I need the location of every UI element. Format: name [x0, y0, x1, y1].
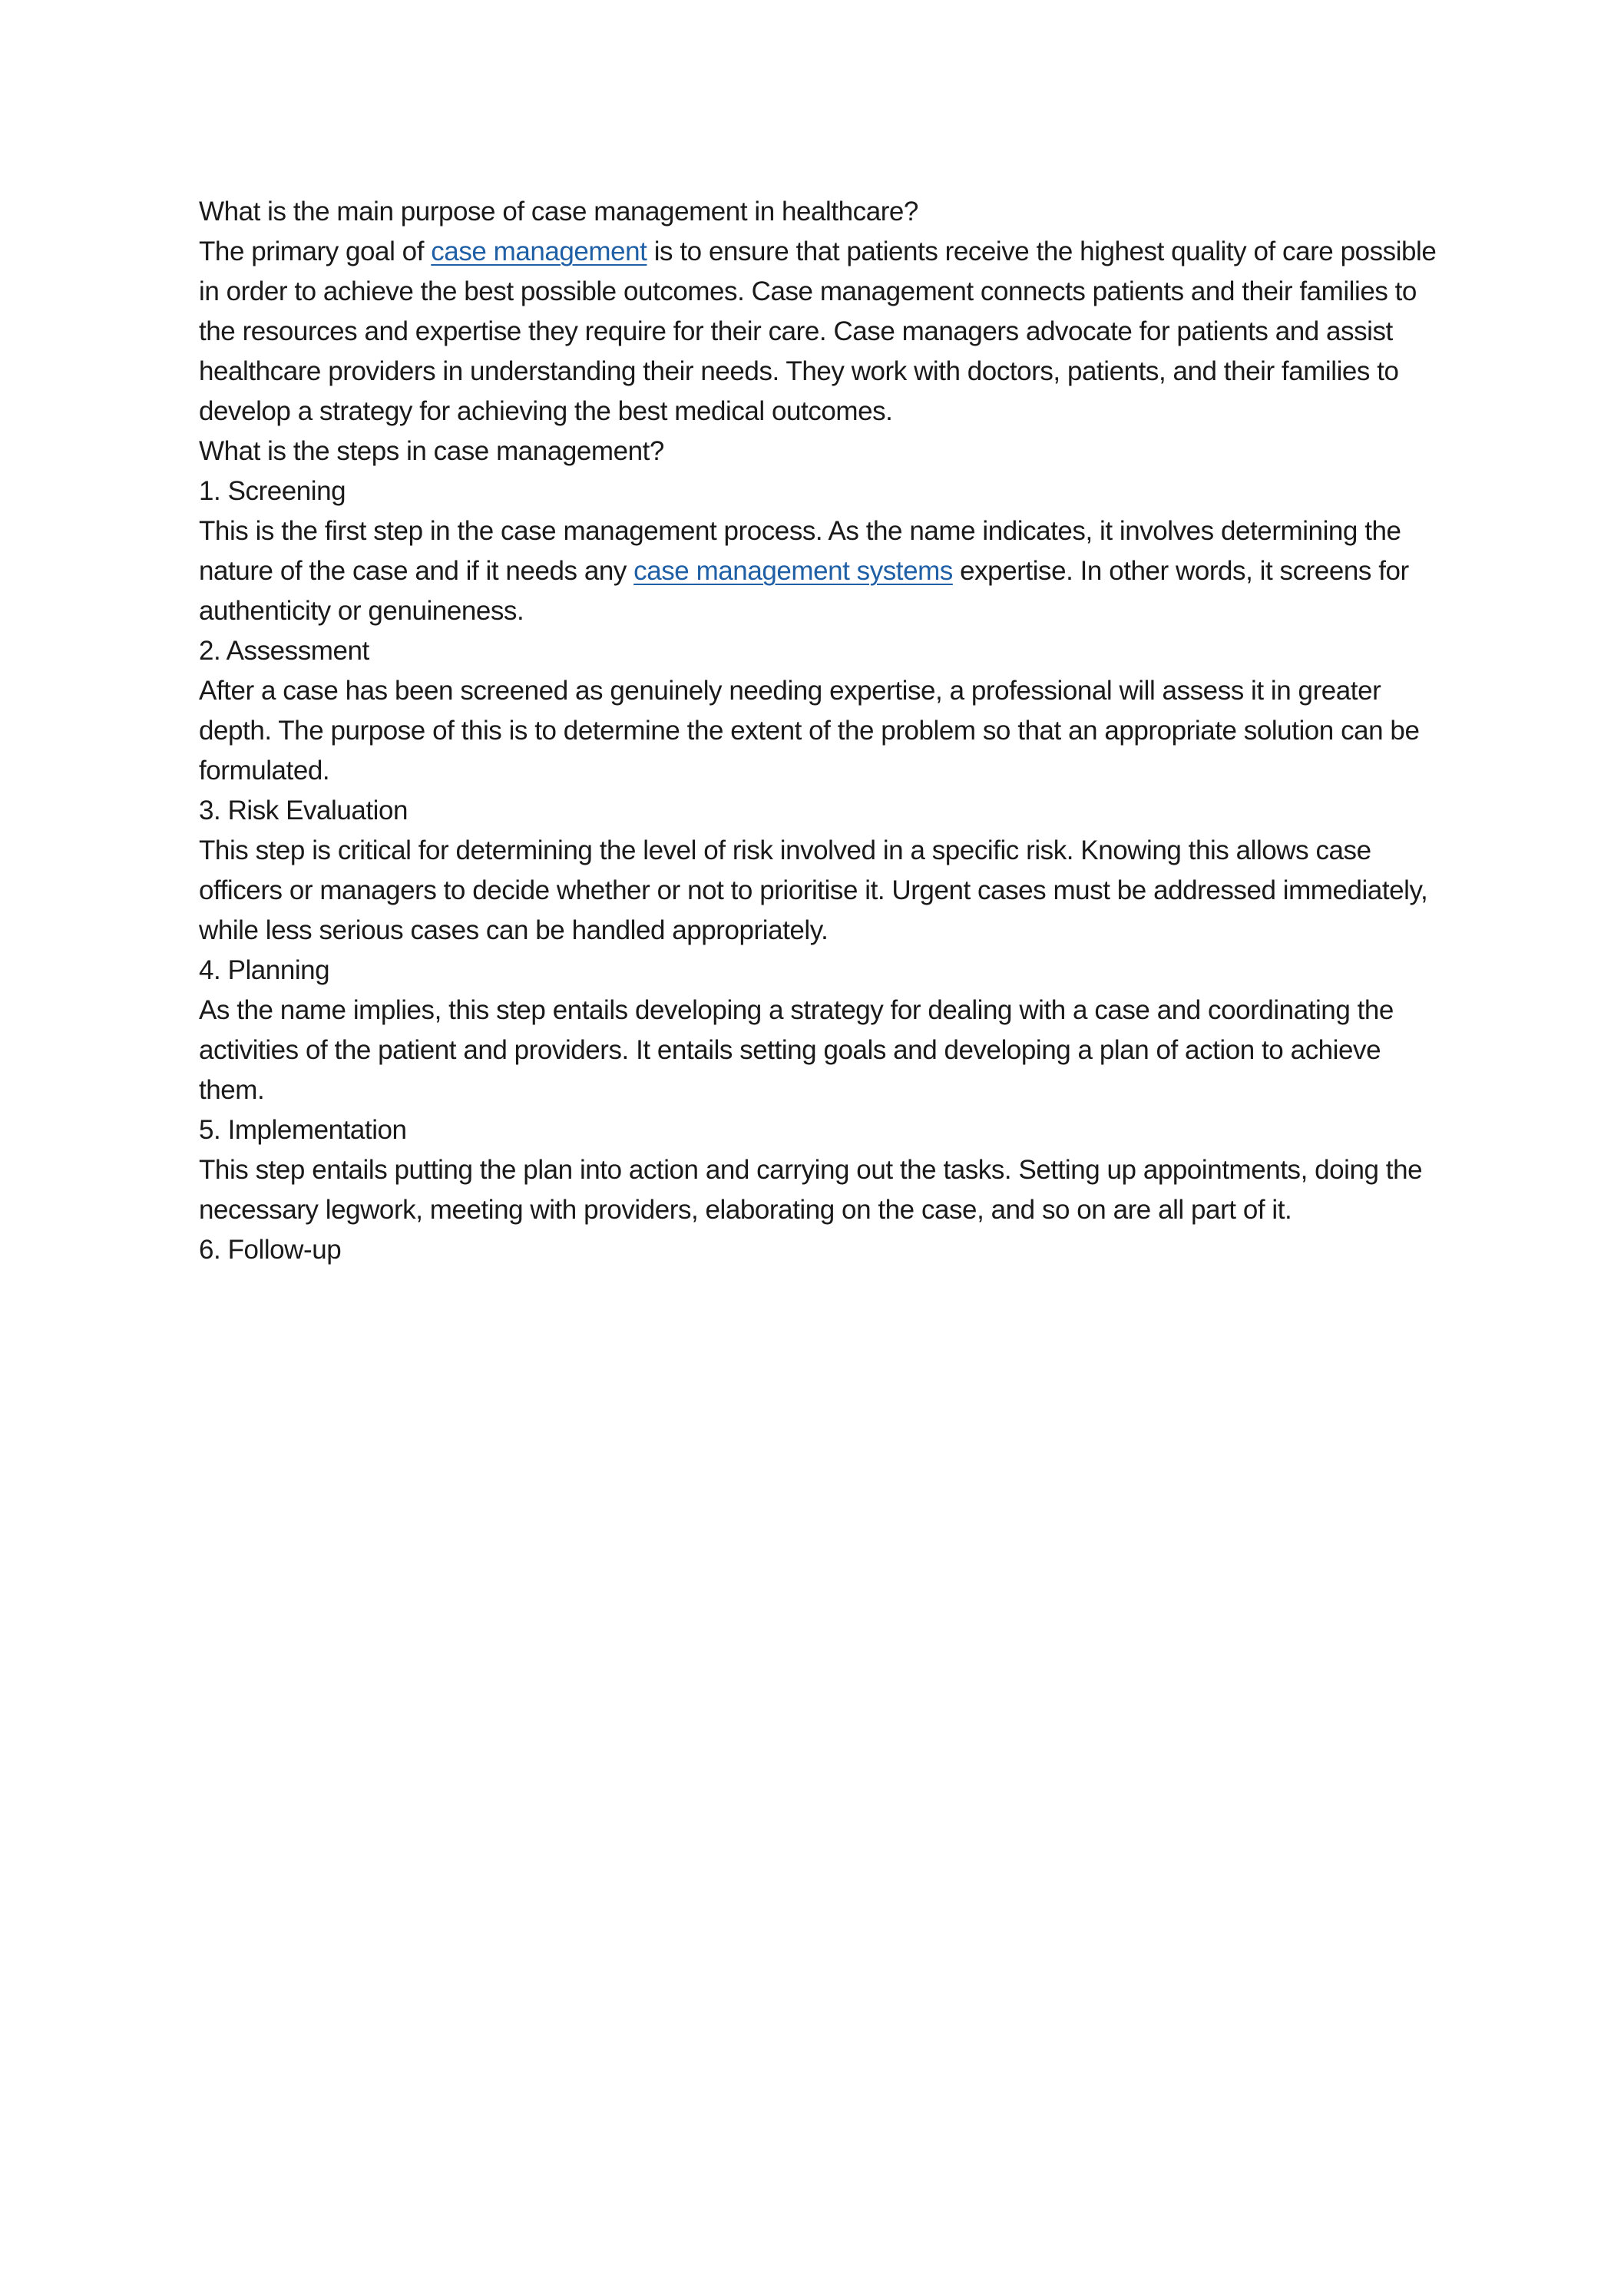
- screening-text-end: expertise. In other words, it screens for authenticity or genuineness.: [199, 556, 1409, 626]
- step-text-assessment: After a case has been screened as genuinely needing expertise, a professional will assess it in greater depth. The purpose of this is to determine the extent of the problem so that an appropriate solution can be formulated.: [199, 676, 1420, 786]
- intro-text-end: is to ensure that patients receive the highest quality of care possible in order to achieve the best possible outcomes. Case management connects patients and their families to the resources and expertise they require for their care. Case managers advocate for patients and assist healthcare providers in understanding their needs. They work with doctors, patients, and their families to develop a strategy for achieving the best medical outcomes.: [199, 237, 1437, 426]
- step-title-implementation: 5. Implementation: [199, 1115, 407, 1145]
- step-title-screening: 1. Screening: [199, 476, 346, 506]
- steps-question: What is the steps in case management?: [199, 436, 664, 466]
- intro-text-start: The primary goal of: [199, 237, 432, 266]
- step-title-assessment: 2. Assessment: [199, 636, 369, 666]
- intro-paragraph: [199, 232, 1443, 432]
- screening-text-start: This is the first step in the case management process. As the name indicates, it involves determining the nature of the case and if it needs any: [199, 516, 1401, 586]
- case-management-systems-link[interactable]: case management systems: [633, 556, 953, 586]
- step-title-risk-evaluation: 3. Risk Evaluation: [199, 796, 408, 825]
- main-question: What is the main purpose of case management in healthcare?: [199, 197, 918, 227]
- step-text-risk-evaluation: This step is critical for determining the level of risk involved in a specific risk. Knowing this allows case officers or managers to decide whether or not to prioritise it. Urgent cases must be addressed immediately, while less serious cases can be handled appropriately.: [199, 835, 1428, 945]
- step-text-screening: [199, 511, 1443, 631]
- step-title-follow-up: 6. Follow-up: [199, 1235, 342, 1265]
- document-page: [199, 192, 1443, 1270]
- step-title-planning: 4. Planning: [199, 955, 330, 985]
- step-text-planning: As the name implies, this step entails developing a strategy for dealing with a case and coordinating the activities of the patient and providers. It entails setting goals and developing a plan of action to achieve them.: [199, 995, 1394, 1105]
- step-text-implementation: This step entails putting the plan into action and carrying out the tasks. Setting up appointments, doing the necessary legwork, meeting with providers, elaborating on the case, and so on are all part of it.: [199, 1155, 1423, 1225]
- case-management-link[interactable]: case management: [431, 237, 647, 266]
